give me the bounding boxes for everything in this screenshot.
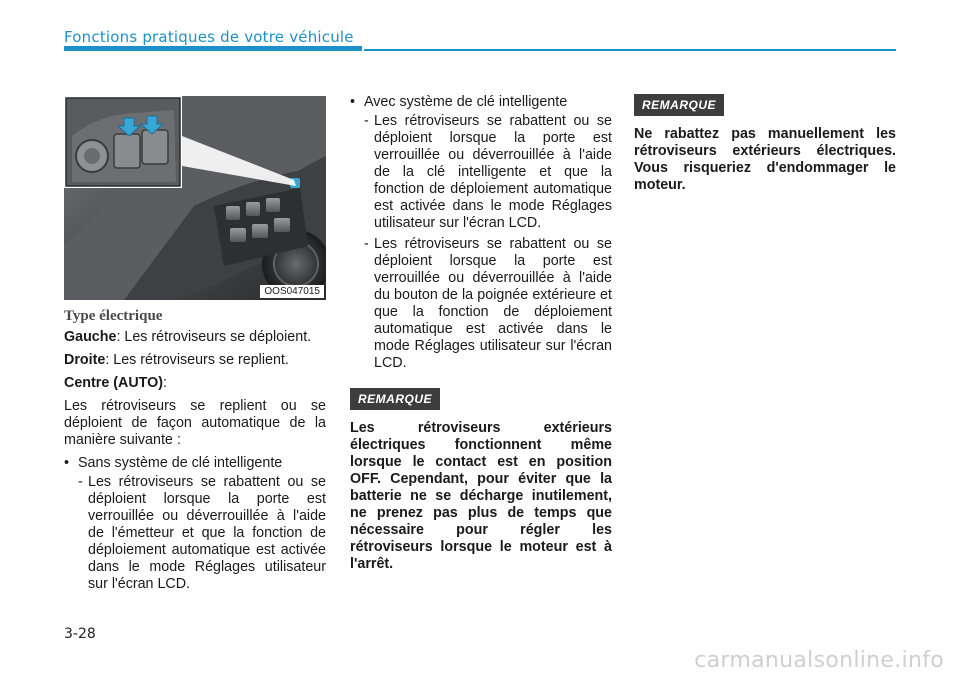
remark-badge: REMARQUE bbox=[634, 94, 724, 116]
left-description: : Les rétroviseurs se déploient. bbox=[116, 329, 312, 345]
bullet-text: Sans système de clé intelligente bbox=[78, 455, 283, 471]
sub-item bbox=[364, 113, 612, 232]
auto-fold-paragraph: Les rétroviseurs se replient ou se déploient de façon automatique de la manière suivante : bbox=[64, 398, 326, 448]
dash-icon: - bbox=[364, 236, 369, 252]
remark-block bbox=[350, 388, 612, 573]
page-number: 3-28 bbox=[64, 626, 96, 642]
remark-text: Ne rabattez pas manuellement les rétroviseurs extérieurs électriques. Vous risqueriez d'endommager le moteur. bbox=[634, 126, 896, 193]
door-panel-drawing bbox=[64, 96, 326, 300]
bullet-item bbox=[350, 94, 612, 111]
bullet-text: Avec système de clé intelligente bbox=[364, 94, 568, 110]
sub-item-text: Les rétroviseurs se rabattent ou se déploient lorsque la porte est verrouillée ou déverrouillée à l'aide du bouton de la poignée extérieure et que la fonction de déploiement automatique est activée dans le mode Réglages utilisateur sur l'écran LCD. bbox=[374, 236, 612, 371]
dash-icon: - bbox=[364, 113, 369, 129]
header-rule bbox=[64, 46, 362, 51]
dash-icon: - bbox=[78, 474, 83, 490]
sub-item-text: Les rétroviseurs se rabattent ou se déploient lorsque la porte est verrouillée ou déverrouillée à l'aide de la clé intelligente et que la fonction de déploiement automatique est activée dans le mode Réglages utilisateur sur l'écran LCD. bbox=[374, 113, 612, 231]
figure-code: OOS047015 bbox=[260, 285, 324, 298]
watermark: carmanualsonline.info bbox=[694, 648, 944, 673]
right-description: : Les rétroviseurs se replient. bbox=[105, 352, 289, 368]
left-label: Gauche bbox=[64, 329, 117, 345]
chapter-title: Fonctions pratiques de votre véhicule bbox=[64, 28, 354, 46]
remark-block bbox=[634, 94, 896, 194]
right-setting bbox=[64, 352, 326, 369]
header-rule-thin bbox=[364, 49, 896, 51]
center-label: Centre (AUTO) bbox=[64, 375, 164, 391]
remark-text: Les rétroviseurs extérieurs électriques fonctionnent même lorsque le contact est en position OFF. Cependant, pour éviter que la batterie ne se décharge inutilement, ne prenez pas plus de temps que nécessaire pour régler les rétroviseurs lorsque le moteur est à l'arrêt. bbox=[350, 420, 612, 572]
mirror-switch-illustration bbox=[64, 96, 326, 300]
sub-item-text: Les rétroviseurs se rabattent ou se déploient lorsque la porte est verrouillée ou déverrouillée à l'aide de l'émetteur et que la fonction de déploiement automatique est activée dans le mode Réglages utilisateur sur l'écran LCD. bbox=[88, 474, 326, 592]
sub-item bbox=[78, 474, 326, 593]
left-setting bbox=[64, 329, 326, 346]
bullet-dot-icon: • bbox=[64, 455, 70, 471]
right-label: Droite bbox=[64, 352, 106, 368]
column-1 bbox=[64, 308, 326, 597]
column-3 bbox=[634, 94, 896, 194]
sub-item bbox=[364, 236, 612, 372]
bullet-item bbox=[64, 455, 326, 472]
center-description: : bbox=[163, 375, 168, 391]
section-title: Type électrique bbox=[64, 308, 163, 324]
center-setting bbox=[64, 375, 326, 392]
bullet-dot-icon: • bbox=[350, 94, 356, 110]
remark-badge: REMARQUE bbox=[350, 388, 440, 410]
column-2 bbox=[350, 94, 612, 573]
